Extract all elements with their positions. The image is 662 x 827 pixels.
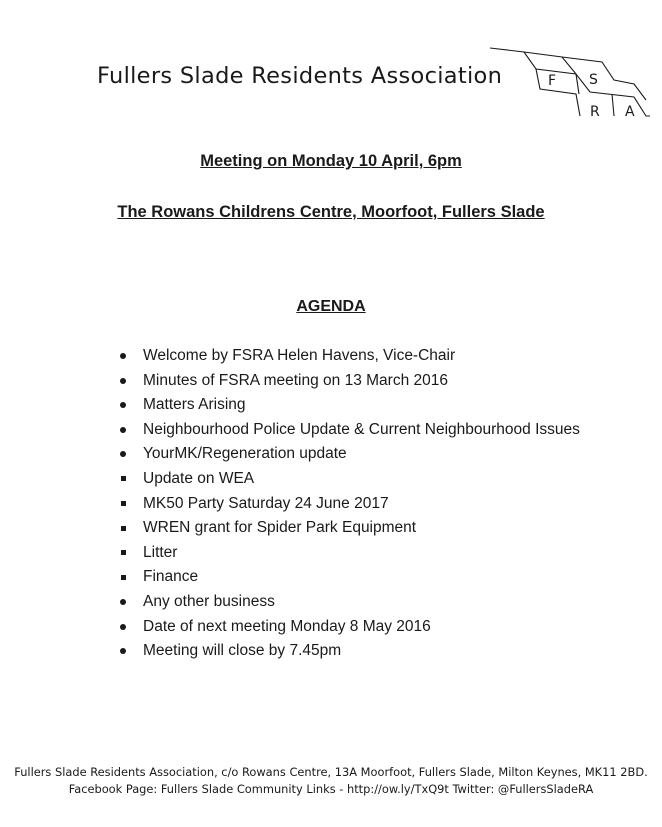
agenda-item bbox=[118, 592, 638, 617]
agenda-item-text: WREN grant for Spider Park Equipment bbox=[143, 519, 417, 537]
round-bullet-icon bbox=[120, 648, 126, 654]
square-bullet-icon bbox=[121, 476, 126, 481]
square-bullet-icon bbox=[121, 575, 126, 580]
round-bullet-icon bbox=[120, 402, 126, 408]
agenda-item-text: MK50 Party Saturday 24 June 2017 bbox=[143, 494, 389, 512]
meeting-date-heading: Meeting on Monday 10 April, 6pm bbox=[200, 152, 462, 170]
logo-letter-s: S bbox=[589, 72, 598, 88]
square-bullet-icon bbox=[121, 501, 126, 506]
agenda-item-text: Update on WEA bbox=[143, 469, 255, 487]
round-bullet-icon bbox=[120, 427, 126, 433]
agenda-item-text: Litter bbox=[143, 543, 178, 561]
round-bullet-icon bbox=[120, 378, 126, 384]
square-bullet-icon bbox=[121, 550, 126, 555]
fsra-logo-graphic bbox=[484, 44, 654, 124]
agenda-list bbox=[118, 346, 638, 666]
agenda-item bbox=[118, 494, 638, 519]
fsra-logo bbox=[484, 44, 654, 124]
agenda-item-text: Any other business bbox=[143, 592, 275, 610]
agenda-item bbox=[118, 346, 638, 371]
agenda-item-text: Minutes of FSRA meeting on 13 March 2016 bbox=[143, 371, 448, 389]
agenda-item bbox=[118, 543, 638, 568]
agenda-title: AGENDA bbox=[296, 298, 366, 315]
agenda-item bbox=[118, 371, 638, 396]
agenda-item-text: YourMK/Regeneration update bbox=[143, 445, 347, 463]
agenda-item-text: Welcome by FSRA Helen Havens, Vice-Chair bbox=[143, 347, 456, 364]
agenda-item bbox=[118, 518, 638, 543]
agenda-item bbox=[118, 420, 638, 445]
agenda-item-text: Neighbourhood Police Update & Current Neighbourhood Issues bbox=[143, 420, 580, 438]
round-bullet-icon bbox=[120, 599, 126, 605]
organisation-title: Fullers Slade Residents Association bbox=[97, 63, 503, 89]
agenda-item bbox=[118, 395, 638, 420]
footer-address: Fullers Slade Residents Association, c/o Rowans Centre, 13A Moorfoot, Fullers Slade, Milton Keynes, MK11 2BD. bbox=[14, 765, 648, 779]
agenda-item bbox=[118, 617, 638, 642]
agenda-item bbox=[118, 469, 638, 494]
agenda-item-text: Finance bbox=[143, 568, 199, 586]
agenda-item-text: Date of next meeting Monday 8 May 2016 bbox=[143, 617, 431, 635]
round-bullet-icon bbox=[120, 451, 126, 457]
square-bullet-icon bbox=[121, 526, 126, 531]
round-bullet-icon bbox=[120, 353, 126, 359]
logo-letter-r: R bbox=[590, 104, 600, 120]
logo-letter-f: F bbox=[548, 73, 557, 89]
agenda-item-text: Matters Arising bbox=[143, 396, 246, 414]
agenda-item-text: Meeting will close by 7.45pm bbox=[143, 642, 342, 660]
agenda-item bbox=[118, 641, 638, 666]
round-bullet-icon bbox=[120, 624, 126, 630]
agenda-item bbox=[118, 567, 638, 592]
agenda-item bbox=[118, 444, 638, 469]
meeting-venue-heading: The Rowans Childrens Centre, Moorfoot, Fullers Slade bbox=[117, 203, 545, 221]
footer-social-links: Facebook Page: Fullers Slade Community Links - http://ow.ly/TxQ9t Twitter: @FullersSladeRA bbox=[68, 782, 594, 796]
logo-letter-a: A bbox=[625, 104, 635, 120]
